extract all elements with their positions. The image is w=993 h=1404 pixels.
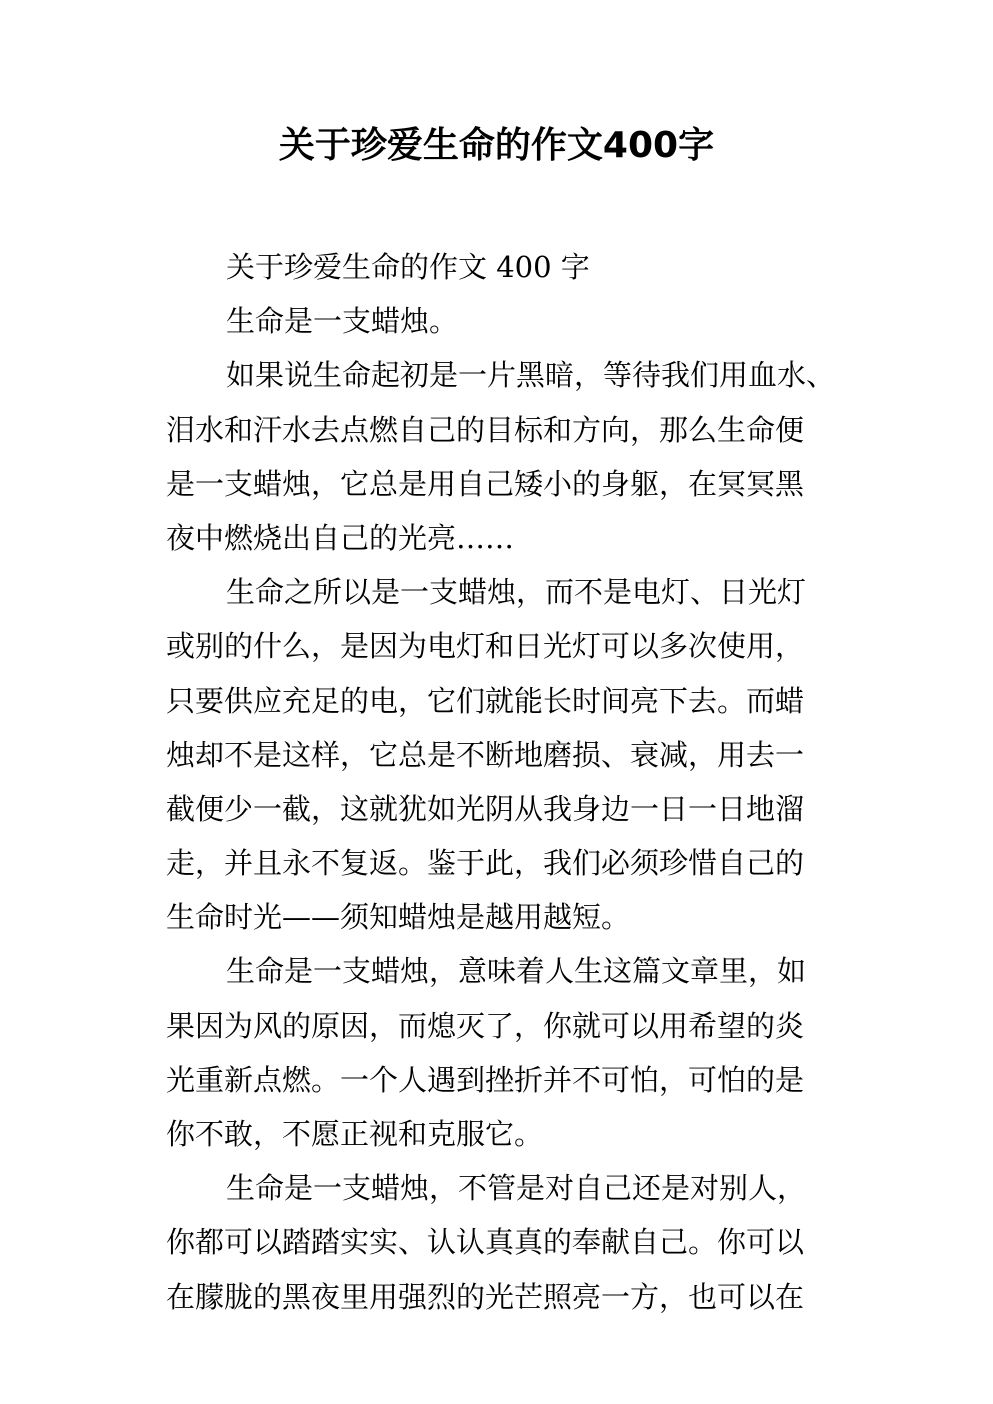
text-line: 生命是一支蜡烛，不管是对自己还是对别人， — [226, 1171, 807, 1206]
text-line: 泪水和汗水去点燃自己的目标和方向，那么生命便 — [166, 412, 805, 447]
text-line: 或别的什么，是因为电灯和日光灯可以多次使用， — [166, 629, 805, 664]
text-line: 在朦胧的黑夜里用强烈的光芒照亮一方，也可以在 — [166, 1279, 805, 1314]
text-line: 生命是一支蜡烛，意味着人生这篇文章里，如 — [226, 954, 807, 989]
text-line: 生命时光——须知蜡烛是越用越短。 — [166, 900, 631, 935]
text-line: 你不敢，不愿正视和克服它。 — [166, 1117, 544, 1151]
text-line: 果因为风的原因，而熄灭了，你就可以用希望的炎 — [166, 1008, 805, 1043]
text-line: 生命之所以是一支蜡烛，而不是电灯、日光灯 — [226, 575, 807, 610]
document-title: 关于珍爱生命的作文400字 — [278, 125, 715, 166]
text-line: 如果说生命起初是一片黑暗，等待我们用血水、 — [226, 358, 836, 393]
text-line: 只要供应充足的电，它们就能长时间亮下去。而蜡 — [166, 683, 805, 718]
text-line: 关于珍爱生命的作文 400 字 — [226, 250, 590, 284]
document-body — [166, 240, 846, 1324]
text-line: 生命是一支蜡烛。 — [226, 304, 459, 339]
text-line: 截便少一截，这就犹如光阴从我身边一日一日地溜 — [166, 791, 805, 826]
text-line: 你都可以踏踏实实、认认真真的奉献自己。你可以 — [166, 1225, 805, 1260]
text-line: 烛却不是这样，它总是不断地磨损、衰减，用去一 — [166, 737, 805, 772]
text-line: 是一支蜡烛，它总是用自己矮小的身躯，在冥冥黑 — [166, 466, 805, 501]
text-line: 光重新点燃。一个人遇到挫折并不可怕，可怕的是 — [166, 1062, 805, 1097]
text-line: 走，并且永不复返。鉴于此，我们必须珍惜自己的 — [166, 846, 805, 881]
text-line: 夜中燃烧出自己的光亮…… — [166, 520, 515, 555]
